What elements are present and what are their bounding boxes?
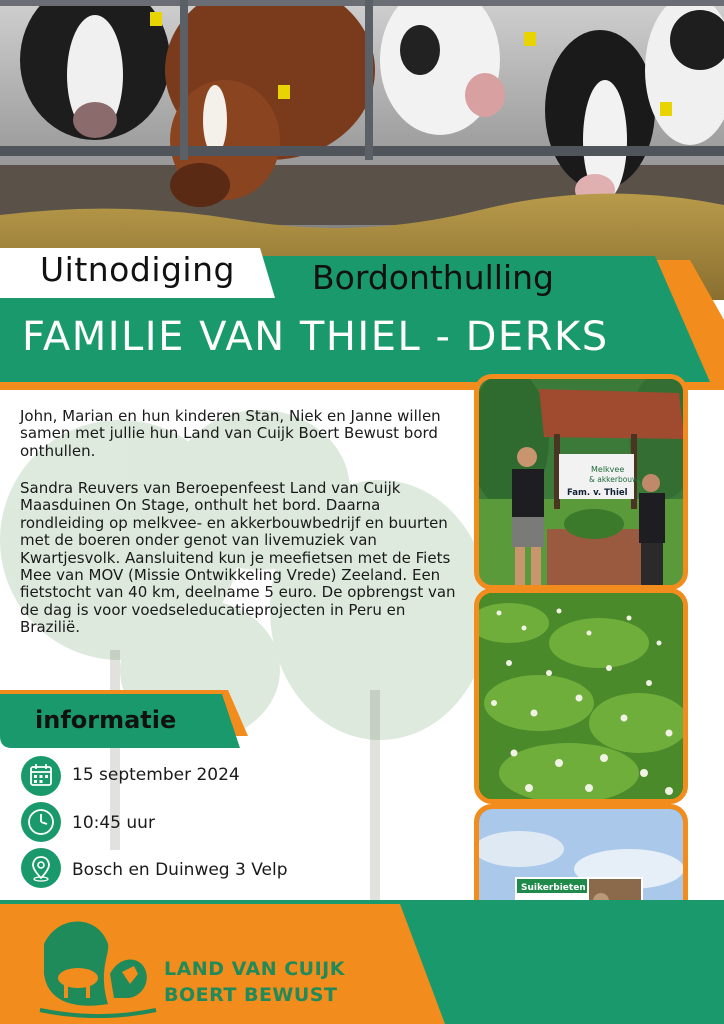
photo-potato-field (474, 588, 688, 804)
logo-text-line1: LAND VAN CUIJK (164, 958, 345, 980)
event-time: 10:45 uur (72, 813, 155, 833)
info-heading: informatie (35, 706, 177, 734)
sign-line-melkvee: Melkvee (591, 465, 625, 474)
program-paragraph: Sandra Reuvers van Beroepenfeest Land van Cuijk Maasduinen On Stage, onthult het bord. Daarna rondleiding op melkvee- en akkerbouwbedrijf en buurten met de boeren onder genot van livemuziek van Kwartjesvolk. Aansluitend kun je meefietsen met de Fiets Mee van MOV (Missie Ontwikkeling Vrede) Zeeland. Een fietstocht van 40 km, deelname 5 euro. De opbrengst van de dag is voor voedseleducatieprojecten in Peru en Brazilië. (20, 479, 456, 637)
invitation-label: Uitnodiging (40, 250, 235, 289)
intro-paragraph: John, Marian en hun kinderen Stan, Niek en Janne willen samen met jullie hun Land van Cuijk Boert Bewust bord onthullen. (20, 407, 441, 460)
calendar-icon (21, 756, 61, 796)
page-title: FAMILIE VAN THIEL - DERKS (22, 314, 609, 360)
location-pin-icon (21, 848, 61, 888)
photo-family-at-sign (474, 374, 688, 590)
sign-line-name: Fam. v. Thiel (567, 488, 628, 498)
sign-line-akkerbouw: & akkerbouw (589, 475, 639, 484)
clock-icon (21, 802, 61, 842)
field-sign-title: Suikerbieten (521, 883, 586, 893)
event-date: 15 september 2024 (72, 765, 240, 785)
logo-text-line2: BOERT BEWUST (164, 984, 338, 1006)
event-subtitle: Bordonthulling (312, 258, 555, 297)
land-van-cuijk-logo (38, 914, 158, 1018)
event-location: Bosch en Duinweg 3 Velp (72, 860, 288, 880)
